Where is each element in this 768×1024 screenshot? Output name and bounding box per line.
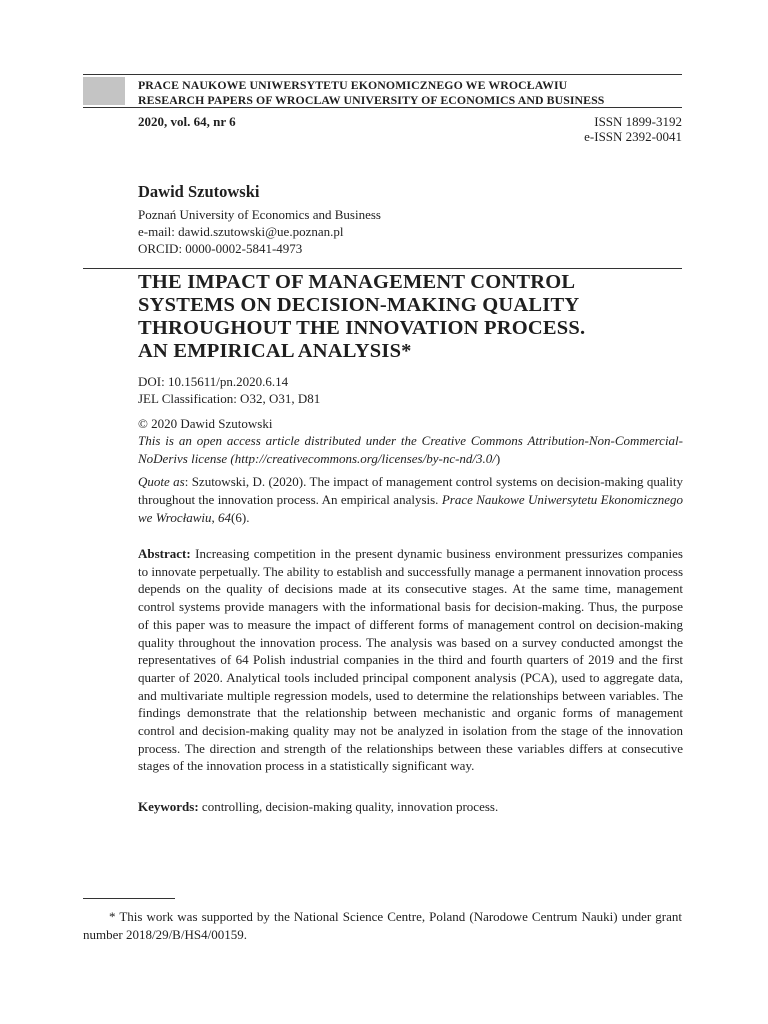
abstract <box>138 545 683 775</box>
abstract-label: Abstract: <box>138 546 191 561</box>
quote-text: Szutowski, D. (2020). The impact of management control systems on decision-making quality throughout the innovation process. An empirical analysis. <box>138 474 683 507</box>
license-statement <box>138 432 683 468</box>
issn-block <box>584 114 682 144</box>
keywords-label: Keywords: <box>138 799 199 814</box>
title-line: AN EMPIRICAL ANALYSIS* <box>138 340 412 362</box>
quote-journal: Prace Naukowe Uniwersytetu Ekonomicznego we Wrocławiu <box>138 492 683 525</box>
header-top-rule <box>83 74 682 75</box>
author-name: Dawid Szutowski <box>138 182 260 201</box>
author-orcid: ORCID: 0000-0002-5841-4973 <box>138 241 303 256</box>
paper-title <box>138 271 683 363</box>
copyright: © 2020 Dawid Szutowski <box>138 416 273 431</box>
title-line: SYSTEMS ON DECISION-MAKING QUALITY <box>138 294 580 316</box>
journal-name-english: RESEARCH PAPERS OF WROCLAW UNIVERSITY OF ECONOMICS AND BUSINESS <box>138 93 605 107</box>
header-bottom-rule <box>83 107 682 108</box>
author-email[interactable]: e-mail: dawid.szutowski@ue.poznan.pl <box>138 224 344 239</box>
abstract-text: Increasing competition in the present dynamic business environment pressurizes companies to innovate perpetually. The ability to establish and successfully manage a permanent innovation process depends on the quality of decisions made at its consecutive stages. At the same time, management control systems provide managers with the informational basis for decision-making. Thus, the purpose of this paper was to measure the impact of different forms of management control on decision-making quality throughout the innovation process. The analysis was based on a survey conducted amongst the representatives of 64 Polish industrial companies in the third and fourth quarters of 2019 and the first quarter of 2020. Analytical tools included principal component analysis (PCA), used to aggregate data, and multivariate multiple regression models, used to determine the relationships between variables. The findings demonstrate that the relationship between mechanistic and organic forms of management control and decision-making quality may not be analyzed in isolation from the stage of the innovation process. The direction and strength of the relationships between these variables differs at consecutive stages of the innovation process in a statistically significant way. <box>138 546 683 774</box>
journal-name-polish: PRACE NAUKOWE UNIWERSYTETU EKONOMICZNEGO WE WROCŁAWIU <box>138 78 568 92</box>
footnote <box>83 908 682 944</box>
issue-info: 2020, vol. 64, nr 6 <box>138 114 236 129</box>
title-line: THROUGHOUT THE INNOVATION PROCESS. <box>138 317 586 339</box>
author-affiliation: Poznań University of Economics and Business <box>138 207 381 222</box>
footnote-text: * This work was supported by the National Science Centre, Poland (Narodowe Centrum Nauki) under grant number 2018/29/B/HS4/00159. <box>83 909 682 942</box>
license-link[interactable]: http://creativecommons.org/licenses/by-nc-nd/3.0/ <box>234 451 496 466</box>
license-text-end: ) <box>495 451 501 466</box>
title-line: THE IMPACT OF MANAGEMENT CONTROL <box>138 271 576 293</box>
journal-name <box>138 78 604 108</box>
quote-issue: (6). <box>231 510 250 525</box>
eissn: e-ISSN 2392-0041 <box>584 129 682 144</box>
issn: ISSN 1899-3192 <box>594 114 682 129</box>
title-rule <box>83 268 682 269</box>
footnote-rule <box>83 898 175 899</box>
quote-volume: 64 <box>218 510 232 525</box>
keywords <box>138 798 498 815</box>
journal-logo-box <box>83 77 125 105</box>
jel-classification: JEL Classification: O32, O31, D81 <box>138 391 321 406</box>
license-text: This is an open access article distributed under the Creative Commons Attribution-Non-Commercial-NoDerivs license ( <box>138 433 683 466</box>
keywords-text: controlling, decision-making quality, innovation process. <box>198 799 499 814</box>
citation: Quote as: Szutowski, D. (2020). The impact of management control systems on decision-making quality throughout the innovation process. An empirical analysis. Prace Naukowe Uniwersytetu Ekonomicznego we Wrocławiu, 64(6). <box>138 474 683 525</box>
quote-label: Quote as <box>138 474 185 489</box>
author-details <box>138 206 381 257</box>
article-meta <box>138 373 320 407</box>
doi[interactable]: DOI: 10.15611/pn.2020.6.14 <box>138 374 289 389</box>
